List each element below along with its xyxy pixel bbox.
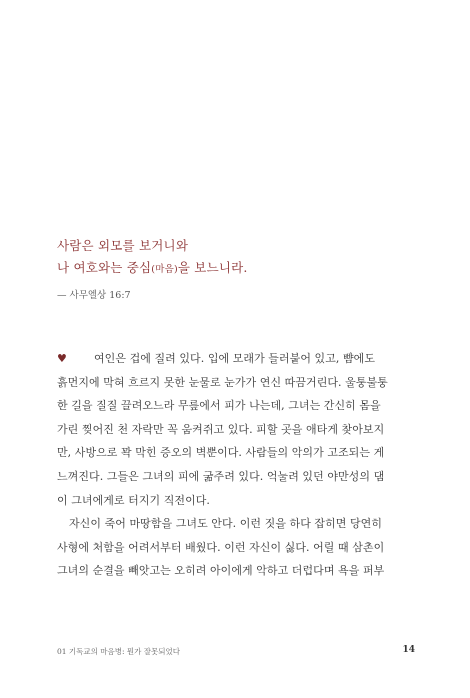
epigraph-line-2-b: 을 보느니라. bbox=[177, 260, 248, 275]
body-line-10: 그녀의 순결을 빼앗고는 오히려 아이에게 악하고 더럽다며 욕을 퍼부 bbox=[57, 564, 385, 578]
body-line-5: 만, 사방으로 꽉 막힌 증오의 벽뿐이다. 사람들의 악의가 고조되는 게 bbox=[57, 446, 385, 460]
body-line-8: 자신이 죽어 마땅함을 그녀도 안다. 이런 짓을 하다 잡히면 당연히 bbox=[69, 517, 383, 531]
body-line-4: 가린 찢어진 천 자락만 꼭 움켜쥐고 있다. 피할 곳을 애타게 찾아보지 bbox=[57, 422, 385, 436]
body-text bbox=[57, 347, 415, 583]
page-number: 14 bbox=[402, 645, 415, 655]
body-line-3: 한 길을 질질 끌려오느라 무릎에서 피가 나는데, 그녀는 간신히 몸을 bbox=[57, 399, 381, 413]
body-line-2: 흙먼지에 막혀 흐르지 못한 눈물로 눈가가 연신 따끔거린다. 울퉁불퉁 bbox=[57, 375, 388, 389]
running-footer-chapter: 01 기독교의 마음병: 뭔가 잘못되었다 bbox=[57, 647, 181, 656]
epigraph-line-2 bbox=[57, 257, 417, 281]
epigraph-line-2-small: (마음) bbox=[151, 264, 178, 275]
epigraph-line-1: 사람은 외모를 보거니와 bbox=[57, 238, 189, 253]
epigraph-line-2-a: 나 여호와는 중심 bbox=[57, 260, 152, 275]
body-line-7: 이 그녀에게로 터지기 직전이다. bbox=[57, 493, 210, 507]
body-line-9: 사형에 처함을 어려서부터 배웠다. 이런 자신이 싫다. 어릴 때 삼촌이 bbox=[57, 540, 385, 554]
heart-icon: ♥ bbox=[57, 352, 67, 365]
body-line-6: 느껴진다. 그들은 그녀의 피에 굶주려 있다. 억눌려 있던 야만성의 댐 bbox=[57, 469, 385, 483]
body-line-1 bbox=[57, 347, 415, 371]
body-line-1-text: 여인은 겁에 질려 있다. 입에 모래가 들러붙어 있고, 뺨에도 bbox=[94, 352, 376, 365]
epigraph bbox=[57, 235, 417, 301]
epigraph-reference: — 사무엘상 16:7 bbox=[57, 290, 131, 301]
page-footer bbox=[57, 646, 415, 660]
